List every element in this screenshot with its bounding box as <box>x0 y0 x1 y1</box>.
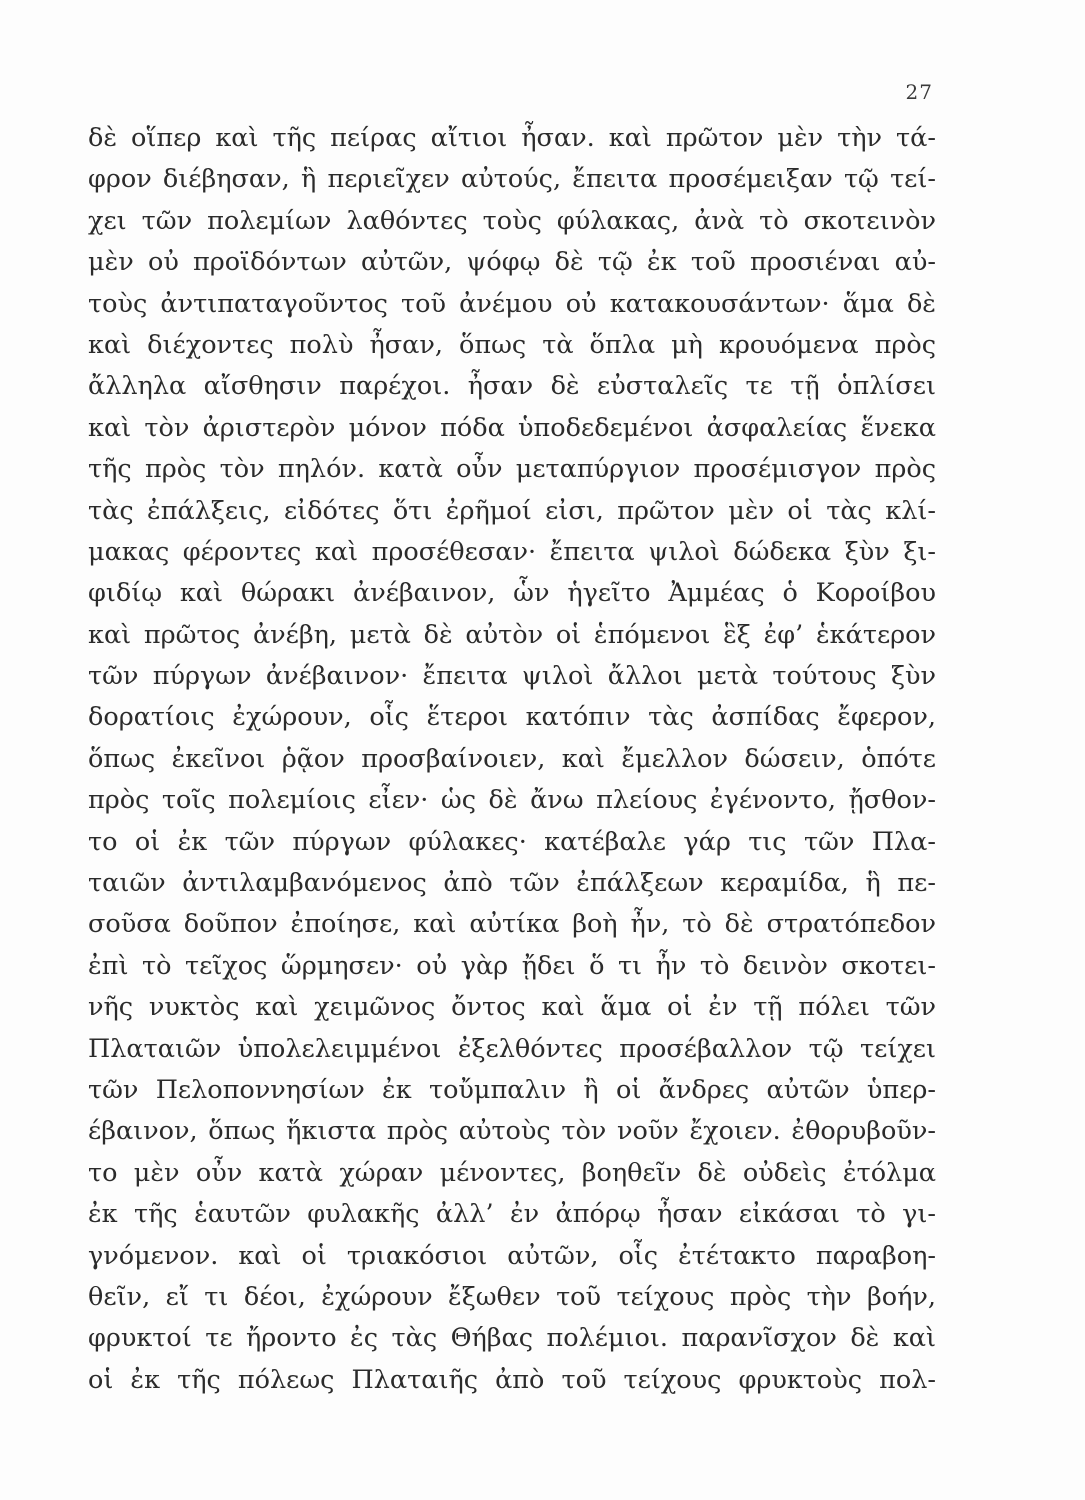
text-line: φρον διέβησαν, ἣ περιεῖχεν αὐτούς, ἔπειτα προσέμειξαν τῷ τεί- <box>88 164 936 195</box>
text-line: τῆς πρὸς τὸν πηλόν. κατὰ οὖν μεταπύργιον προσέμισγον πρὸς <box>88 454 936 485</box>
text-line: οἱ ἐκ τῆς πόλεως Πλαταιῆς ἀπὸ τοῦ τείχους φρυκτοὺς πολ- <box>88 1364 936 1395</box>
text-line: καὶ τὸν ἀριστερὸν μόνον πόδα ὑποδεδεμένοι ἀσφαλείας ἕνεκα <box>88 412 936 443</box>
text-line: τῶν Πελοποννησίων ἐκ τοὔμπαλιν ἢ οἱ ἄνδρες αὐτῶν ὑπερ- <box>88 1074 936 1105</box>
text-line: γνόμενον. καὶ οἱ τριακόσιοι αὐτῶν, οἷς ἐτέτακτο παραβοη- <box>88 1240 936 1271</box>
text-line: τοὺς ἀντιπαταγοῦντος τοῦ ἀνέμου οὐ κατακουσάντων· ἅμα δὲ <box>88 288 936 319</box>
text-line: καὶ πρῶτος ἀνέβη, μετὰ δὲ αὐτὸν οἱ ἑπόμενοι ἓξ ἐφ’ ἑκάτερον <box>88 619 936 650</box>
text-line: δορατίοις ἐχώρουν, οἷς ἕτεροι κατόπιν τὰς ἀσπίδας ἔφερον, <box>88 702 936 733</box>
text-line: ὅπως ἐκεῖνοι ῥᾷον προσβαίνοιεν, καὶ ἔμελλον δώσειν, ὁπότε <box>88 743 936 774</box>
text-line: μακας φέροντες καὶ προσέθεσαν· ἔπειτα ψιλοὶ δώδεκα ξὺν ξι- <box>88 536 936 567</box>
text-line: πρὸς τοῖς πολεμίοις εἶεν· ὡς δὲ ἄνω πλείους ἐγένοντο, ᾔσθον- <box>88 785 936 816</box>
text-line: τὰς ἐπάλξεις, εἰδότες ὅτι ἐρῆμοί εἰσι, πρῶτον μὲν οἱ τὰς κλί- <box>88 495 936 526</box>
text-line: το οἱ ἐκ τῶν πύργων φύλακες· κατέβαλε γάρ τις τῶν Πλα- <box>88 826 936 857</box>
text-line: φρυκτοί τε ἤροντο ἐς τὰς Θήβας πολέμιοι. παρανῖσχον δὲ καὶ <box>88 1323 936 1354</box>
text-line: έβαινον, ὅπως ἥκιστα πρὸς αὐτοὺς τὸν νοῦν ἔχοιεν. ἐθορυβοῦν- <box>88 1116 936 1147</box>
text-line: ἐπὶ τὸ τεῖχος ὥρμησεν· οὐ γὰρ ᾔδει ὅ τι ἦν τὸ δεινὸν σκοτει- <box>88 950 936 981</box>
text-line: δὲ οἵπερ καὶ τῆς πείρας αἴτιοι ἦσαν. καὶ πρῶτον μὲν τὴν τά- <box>88 123 936 153</box>
text-line: χει τῶν πολεμίων λαθόντες τοὺς φύλακας, ἀνὰ τὸ σκοτεινὸν <box>88 205 936 236</box>
text-line: ἄλληλα αἴσθησιν παρέχοι. ἦσαν δὲ εὐσταλεῖς τε τῇ ὁπλίσει <box>88 371 936 402</box>
text-line: το μὲν οὖν κατὰ χώραν μένοντες, βοηθεῖν δὲ οὐδεὶς ἐτόλμα <box>88 1157 936 1188</box>
text-line: σοῦσα δοῦπον ἐποίησε, καὶ αὐτίκα βοὴ ἦν, τὸ δὲ στρατόπεδον <box>88 909 936 940</box>
text-line: τῶν πύργων ἀνέβαινον· ἔπειτα ψιλοὶ ἄλλοι μετὰ τούτους ξὺν <box>88 661 936 692</box>
text-line: μὲν οὐ προϊδόντων αὐτῶν, ψόφῳ δὲ τῷ ἐκ τοῦ προσιέναι αὐ- <box>88 247 936 278</box>
text-line: Πλαταιῶν ὑπολελειμμένοι ἐξελθόντες προσέβαλλον τῷ τείχει <box>88 1033 936 1064</box>
body-text <box>88 118 936 1401</box>
text-line: θεῖν, εἴ τι δέοι, ἐχώρουν ἔξωθεν τοῦ τείχους πρὸς τὴν βοήν, <box>88 1281 936 1312</box>
text-line: φιδίῳ καὶ θώρακι ἀνέβαινον, ὧν ἡγεῖτο Ἀμμέας ὁ Κοροίβου <box>88 578 936 609</box>
text-line: νῆς νυκτὸς καὶ χειμῶνος ὄντος καὶ ἅμα οἱ ἐν τῇ πόλει τῶν <box>88 992 936 1023</box>
text-line: ταιῶν ἀντιλαμβανόμενος ἀπὸ τῶν ἐπάλξεων κεραμίδα, ἣ πε- <box>88 868 936 899</box>
page-number: 27 <box>905 80 933 104</box>
text-line: ἐκ τῆς ἑαυτῶν φυλακῆς ἀλλ’ ἐν ἀπόρῳ ἦσαν εἰκάσαι τὸ γι- <box>88 1199 936 1230</box>
text-line: καὶ διέχοντες πολὺ ἦσαν, ὅπως τὰ ὅπλα μὴ κρουόμενα πρὸς <box>88 329 936 360</box>
